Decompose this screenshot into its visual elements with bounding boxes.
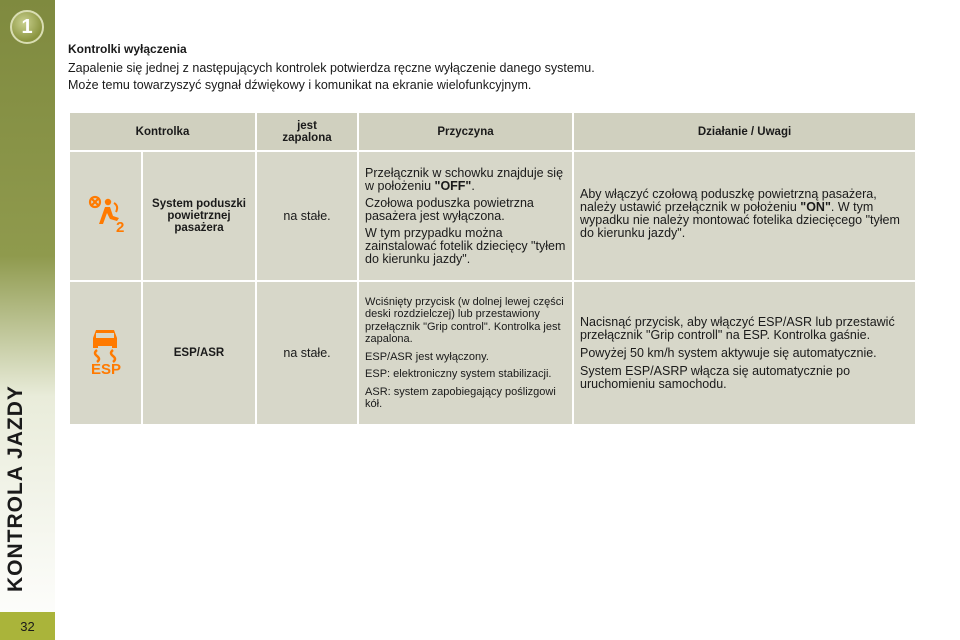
svg-text:ESP: ESP [90, 360, 121, 376]
icon-cell [69, 281, 142, 425]
cause-esp [358, 281, 573, 425]
action-airbag-text: Aby włączyć czołową poduszkę powietrzną pasażera, należy ustawić przełącznik w położeniu "ON". W tym wypadku nie należy montować fotelika dziecięcego "tyłem do kierunku jazdy". [580, 186, 900, 240]
chapter-number-badge [10, 10, 44, 44]
intro-line-1: Zapalenie się jednej z następujących kontrolek potwierdza ręczne wyłączenie danego systemu. [68, 61, 595, 75]
cause-airbag-3: W tym przypadku można zainstalować fotelik dziecięcy "tyłem do kierunku jazdy". [365, 225, 566, 266]
chapter-title: KONTROLA JAZDY [4, 385, 27, 592]
cause-esp-1: Wciśnięty przycisk (w dolnej lewej części deski rozdzielczej) lub przestawiony przełącznik "Grip control". Kontrolka jest zapalona. [365, 295, 564, 345]
action-esp [573, 281, 916, 425]
intro-line-2: Może temu towarzyszyć sygnał dźwiękowy i komunikat na ekranie wielofunkcyjnym. [68, 78, 532, 92]
airbag-off-icon [86, 194, 126, 234]
table-row [69, 151, 916, 281]
header-jest-zapalona: jest zapalona [256, 112, 358, 151]
header-kontrolka: Kontrolka [69, 112, 256, 151]
esp-off-icon [84, 326, 128, 376]
action-esp-1: Nacisnąć przycisk, aby włączyć ESP/ASR lub przestawić przełącznik "Grip controll" na ESP. Kontrolka gaśnie. [580, 314, 895, 342]
cause-esp-3: ESP: elektroniczny system stabilizacji. [365, 368, 552, 380]
system-name-esp: ESP/ASR [142, 281, 256, 425]
section-title: Kontrolki wyłączenia [68, 42, 187, 56]
page-number: 32 [0, 612, 55, 640]
warning-lights-table [68, 111, 917, 426]
action-esp-2: Powyżej 50 km/h system aktywuje się automatycznie. [580, 345, 877, 360]
table-row [69, 281, 916, 425]
svg-text:2: 2 [115, 218, 124, 234]
action-airbag [573, 151, 916, 281]
cause-airbag [358, 151, 573, 281]
chapter-number: 1 [21, 15, 33, 38]
table-header-row [69, 112, 916, 151]
cause-airbag-1: Przełącznik w schowku znajduje się w położeniu "OFF". [365, 165, 564, 193]
header-dzialanie: Działanie / Uwagi [573, 112, 916, 151]
intro-section [68, 42, 928, 94]
action-esp-3: System ESP/ASRP włącza się automatycznie po uruchomieniu samochodu. [580, 363, 851, 391]
cause-airbag-2: Czołowa poduszka powietrzna pasażera jest wyłączona. [365, 195, 534, 223]
cause-esp-4: ASR: system zapobiegający poślizgowi kół. [365, 385, 556, 410]
header-przyczyna: Przyczyna [358, 112, 573, 151]
cause-esp-2: ESP/ASR jest wyłączony. [365, 350, 489, 363]
icon-cell [69, 151, 142, 281]
system-name-airbag: System poduszki powietrznej pasażera [142, 151, 256, 281]
state-esp: na stałe. [256, 281, 358, 425]
state-airbag: na stałe. [256, 151, 358, 281]
chapter-sidebar [0, 0, 55, 640]
